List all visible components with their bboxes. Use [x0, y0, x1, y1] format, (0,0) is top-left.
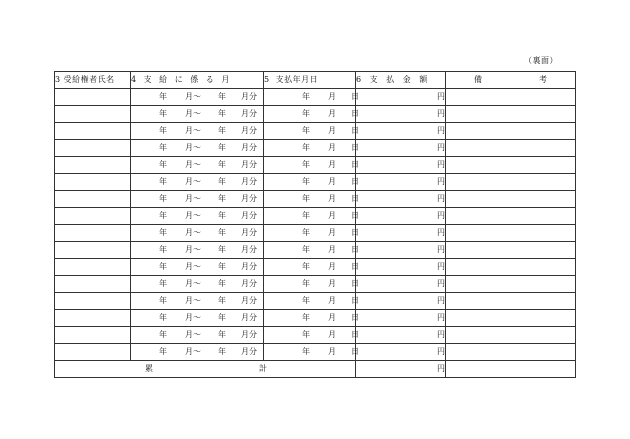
header-remarks — [446, 72, 576, 89]
date-day: 日 — [351, 245, 359, 254]
payment-date-cell[interactable] — [264, 191, 359, 208]
payment-period-cell[interactable] — [131, 242, 264, 259]
period-month-from: 月〜 — [185, 211, 201, 220]
period-year-from: 年 — [159, 109, 167, 118]
payment-amount-cell[interactable]: 円 — [356, 327, 446, 344]
date-month: 月 — [328, 279, 336, 288]
period-year-from: 年 — [159, 330, 167, 339]
payment-ledger-table — [54, 71, 576, 378]
date-year: 年 — [302, 160, 310, 169]
ledger-row — [55, 259, 576, 276]
recipient-name-cell[interactable] — [55, 174, 131, 191]
period-year-to: 年 — [218, 160, 226, 169]
ledger-row — [55, 242, 576, 259]
remark-cell[interactable] — [446, 293, 576, 310]
period-year-to: 年 — [218, 177, 226, 186]
period-year-to: 年 — [218, 194, 226, 203]
period-year-to: 年 — [218, 347, 226, 356]
date-year: 年 — [302, 92, 310, 101]
period-year-to: 年 — [218, 313, 226, 322]
date-month: 月 — [328, 211, 336, 220]
date-month: 月 — [328, 126, 336, 135]
date-month: 月 — [328, 296, 336, 305]
date-month: 月 — [328, 245, 336, 254]
period-month-from: 月〜 — [185, 296, 201, 305]
period-year-from: 年 — [159, 313, 167, 322]
ledger-row — [55, 310, 576, 327]
payment-period-cell[interactable] — [131, 344, 264, 361]
period-month-from: 月〜 — [185, 347, 201, 356]
date-year: 年 — [302, 296, 310, 305]
period-year-from: 年 — [159, 296, 167, 305]
payment-amount-cell[interactable]: 円 — [356, 310, 446, 327]
remark-cell[interactable] — [446, 140, 576, 157]
date-day: 日 — [351, 279, 359, 288]
payment-date-cell[interactable] — [264, 225, 359, 242]
payment-date-cell[interactable] — [264, 276, 359, 293]
payment-amount-cell[interactable]: 円 — [356, 123, 446, 140]
period-year-to: 年 — [218, 92, 226, 101]
payment-date-cell[interactable] — [264, 106, 359, 123]
ledger-row — [55, 327, 576, 344]
ledger-row — [55, 106, 576, 123]
date-day: 日 — [351, 296, 359, 305]
period-year-to: 年 — [218, 143, 226, 152]
recipient-name-cell[interactable] — [55, 242, 131, 259]
period-month-to: 月分 — [241, 177, 257, 186]
date-month: 月 — [328, 262, 336, 271]
recipient-name-cell[interactable] — [55, 310, 131, 327]
payment-period-cell[interactable] — [131, 140, 264, 157]
period-year-to: 年 — [218, 330, 226, 339]
date-month: 月 — [328, 313, 336, 322]
period-year-to: 年 — [218, 109, 226, 118]
recipient-name-cell[interactable] — [55, 140, 131, 157]
payment-date-cell[interactable] — [264, 344, 359, 361]
page-side-label: （裏面） — [524, 56, 558, 65]
date-year: 年 — [302, 262, 310, 271]
payment-date-cell[interactable] — [264, 310, 359, 327]
period-month-to: 月分 — [241, 160, 257, 169]
date-year: 年 — [302, 211, 310, 220]
remark-cell[interactable] — [446, 191, 576, 208]
period-year-from: 年 — [159, 177, 167, 186]
recipient-name-cell[interactable] — [55, 259, 131, 276]
recipient-name-cell[interactable] — [55, 225, 131, 242]
date-month: 月 — [328, 92, 336, 101]
recipient-name-cell[interactable] — [55, 327, 131, 344]
total-amount-cell[interactable]: 円 — [356, 361, 446, 378]
date-day: 日 — [351, 194, 359, 203]
payment-period-cell[interactable] — [131, 174, 264, 191]
period-year-to: 年 — [218, 296, 226, 305]
period-year-from: 年 — [159, 347, 167, 356]
total-label-right: 計 — [259, 364, 267, 373]
payment-date-cell[interactable] — [264, 259, 359, 276]
date-year: 年 — [302, 347, 310, 356]
payment-date-cell[interactable] — [264, 208, 359, 225]
total-label-cell — [55, 361, 356, 378]
date-day: 日 — [351, 262, 359, 271]
total-remark-cell[interactable] — [446, 361, 576, 378]
remark-cell[interactable] — [446, 208, 576, 225]
period-month-to: 月分 — [241, 313, 257, 322]
period-month-from: 月〜 — [185, 279, 201, 288]
remark-cell[interactable] — [446, 276, 576, 293]
date-year: 年 — [302, 126, 310, 135]
period-month-from: 月〜 — [185, 194, 201, 203]
period-month-to: 月分 — [241, 262, 257, 271]
payment-period-cell[interactable] — [131, 89, 264, 106]
period-month-to: 月分 — [241, 109, 257, 118]
date-year: 年 — [302, 228, 310, 237]
period-year-to: 年 — [218, 245, 226, 254]
period-year-from: 年 — [159, 160, 167, 169]
ledger-row — [55, 123, 576, 140]
date-day: 日 — [351, 313, 359, 322]
remark-cell[interactable] — [446, 259, 576, 276]
date-year: 年 — [302, 143, 310, 152]
payment-date-cell[interactable] — [264, 140, 359, 157]
ledger-row — [55, 293, 576, 310]
date-month: 月 — [328, 143, 336, 152]
period-month-from: 月〜 — [185, 92, 201, 101]
period-month-to: 月分 — [241, 126, 257, 135]
ledger-row — [55, 191, 576, 208]
ledger-row — [55, 140, 576, 157]
header-payment-date: 5 支払年月日 — [264, 72, 356, 89]
date-month: 月 — [328, 347, 336, 356]
payment-date-cell[interactable] — [264, 123, 359, 140]
date-month: 月 — [328, 177, 336, 186]
payment-date-cell[interactable] — [264, 174, 359, 191]
recipient-name-cell[interactable] — [55, 106, 131, 123]
payment-period-cell[interactable] — [131, 106, 264, 123]
date-year: 年 — [302, 245, 310, 254]
ledger-row — [55, 225, 576, 242]
date-month: 月 — [328, 160, 336, 169]
date-day: 日 — [351, 228, 359, 237]
payment-date-cell[interactable] — [264, 89, 359, 106]
payment-amount-cell[interactable]: 円 — [356, 106, 446, 123]
remark-cell[interactable] — [446, 327, 576, 344]
recipient-name-cell[interactable] — [55, 208, 131, 225]
date-year: 年 — [302, 109, 310, 118]
period-month-to: 月分 — [241, 330, 257, 339]
date-month: 月 — [328, 228, 336, 237]
remark-cell[interactable] — [446, 106, 576, 123]
period-year-to: 年 — [218, 279, 226, 288]
period-month-to: 月分 — [241, 296, 257, 305]
remark-cell[interactable] — [446, 242, 576, 259]
payment-date-cell[interactable] — [264, 242, 359, 259]
period-month-to: 月分 — [241, 228, 257, 237]
period-year-from: 年 — [159, 143, 167, 152]
payment-period-cell[interactable] — [131, 259, 264, 276]
date-day: 日 — [351, 330, 359, 339]
header-remarks-right: 考 — [539, 75, 547, 84]
payment-date-cell[interactable] — [264, 157, 359, 174]
period-month-from: 月〜 — [185, 245, 201, 254]
date-year: 年 — [302, 330, 310, 339]
payment-amount-cell[interactable]: 円 — [356, 89, 446, 106]
period-month-from: 月〜 — [185, 109, 201, 118]
payment-amount-cell[interactable]: 円 — [356, 174, 446, 191]
ledger-row — [55, 276, 576, 293]
period-month-from: 月〜 — [185, 330, 201, 339]
period-month-to: 月分 — [241, 245, 257, 254]
period-year-from: 年 — [159, 211, 167, 220]
recipient-name-cell[interactable] — [55, 293, 131, 310]
payment-period-cell[interactable] — [131, 327, 264, 344]
payment-period-cell[interactable] — [131, 208, 264, 225]
payment-period-cell[interactable] — [131, 191, 264, 208]
period-year-to: 年 — [218, 126, 226, 135]
date-month: 月 — [328, 330, 336, 339]
payment-date-cell[interactable] — [264, 327, 359, 344]
ledger-row — [55, 344, 576, 361]
period-month-to: 月分 — [241, 143, 257, 152]
date-day: 日 — [351, 177, 359, 186]
date-year: 年 — [302, 313, 310, 322]
recipient-name-cell[interactable] — [55, 157, 131, 174]
ledger-row — [55, 157, 576, 174]
period-year-from: 年 — [159, 92, 167, 101]
header-payment-amount: 6 支 払 金 額 — [356, 72, 446, 89]
period-month-to: 月分 — [241, 279, 257, 288]
recipient-name-cell[interactable] — [55, 344, 131, 361]
period-year-from: 年 — [159, 245, 167, 254]
period-month-from: 月〜 — [185, 126, 201, 135]
remark-cell[interactable] — [446, 157, 576, 174]
remark-cell[interactable] — [446, 174, 576, 191]
date-year: 年 — [302, 177, 310, 186]
period-month-from: 月〜 — [185, 143, 201, 152]
date-day: 日 — [351, 126, 359, 135]
payment-period-cell[interactable] — [131, 293, 264, 310]
payment-amount-cell[interactable]: 円 — [356, 344, 446, 361]
period-year-from: 年 — [159, 126, 167, 135]
remark-cell[interactable] — [446, 123, 576, 140]
payment-date-cell[interactable] — [264, 293, 359, 310]
payment-period-cell[interactable] — [131, 157, 264, 174]
payment-period-cell[interactable] — [131, 310, 264, 327]
recipient-name-cell[interactable] — [55, 276, 131, 293]
payment-period-cell[interactable] — [131, 123, 264, 140]
ledger-row — [55, 174, 576, 191]
header-remarks-left: 備 — [474, 75, 482, 84]
recipient-name-cell[interactable] — [55, 191, 131, 208]
date-month: 月 — [328, 194, 336, 203]
header-row — [55, 72, 576, 89]
date-month: 月 — [328, 109, 336, 118]
remark-cell[interactable] — [446, 225, 576, 242]
payment-amount-cell[interactable]: 円 — [356, 225, 446, 242]
period-year-from: 年 — [159, 262, 167, 271]
period-year-to: 年 — [218, 211, 226, 220]
payment-amount-cell[interactable]: 円 — [356, 191, 446, 208]
period-year-to: 年 — [218, 262, 226, 271]
period-month-to: 月分 — [241, 347, 257, 356]
payment-amount-cell[interactable]: 円 — [356, 276, 446, 293]
payment-period-cell[interactable] — [131, 225, 264, 242]
date-day: 日 — [351, 160, 359, 169]
period-year-from: 年 — [159, 194, 167, 203]
total-label-left: 累 — [145, 364, 153, 373]
date-day: 日 — [351, 211, 359, 220]
payment-amount-cell[interactable]: 円 — [356, 157, 446, 174]
period-month-to: 月分 — [241, 211, 257, 220]
date-day: 日 — [351, 347, 359, 356]
recipient-name-cell[interactable] — [55, 123, 131, 140]
period-month-to: 月分 — [241, 92, 257, 101]
period-year-from: 年 — [159, 279, 167, 288]
period-year-to: 年 — [218, 228, 226, 237]
remark-cell[interactable] — [446, 89, 576, 106]
payment-amount-cell[interactable]: 円 — [356, 140, 446, 157]
date-day: 日 — [351, 92, 359, 101]
period-month-from: 月〜 — [185, 160, 201, 169]
period-month-to: 月分 — [241, 194, 257, 203]
date-day: 日 — [351, 143, 359, 152]
date-year: 年 — [302, 279, 310, 288]
period-month-from: 月〜 — [185, 262, 201, 271]
period-month-from: 月〜 — [185, 313, 201, 322]
remark-cell[interactable] — [446, 344, 576, 361]
period-month-from: 月〜 — [185, 177, 201, 186]
recipient-name-cell[interactable] — [55, 89, 131, 106]
total-row — [55, 361, 576, 378]
payment-amount-cell[interactable]: 円 — [356, 242, 446, 259]
period-year-from: 年 — [159, 228, 167, 237]
payment-amount-cell[interactable]: 円 — [356, 208, 446, 225]
date-year: 年 — [302, 194, 310, 203]
payment-period-cell[interactable] — [131, 276, 264, 293]
header-payment-period: 4 支 給 に 係 る 月 — [131, 72, 264, 89]
header-recipient-name: 3 受給権者氏名 — [55, 72, 131, 89]
ledger-row — [55, 208, 576, 225]
remark-cell[interactable] — [446, 310, 576, 327]
ledger-row — [55, 89, 576, 106]
date-day: 日 — [351, 109, 359, 118]
payment-amount-cell[interactable]: 円 — [356, 259, 446, 276]
payment-amount-cell[interactable]: 円 — [356, 293, 446, 310]
period-month-from: 月〜 — [185, 228, 201, 237]
